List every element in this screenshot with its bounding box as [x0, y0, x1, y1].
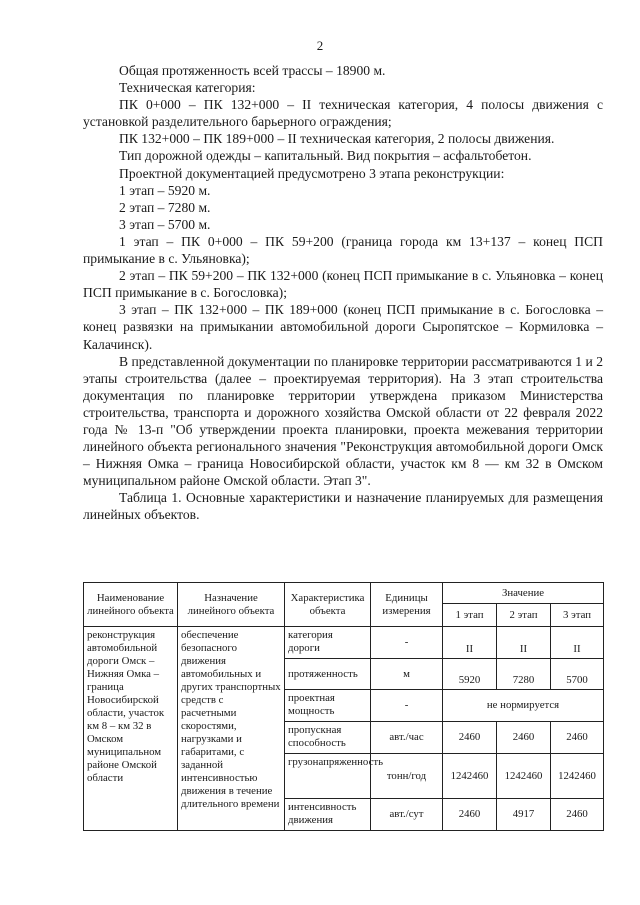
units-cell: авт./час — [371, 722, 443, 754]
paragraph-stage-2-length: 2 этап – 7280 м. — [119, 199, 211, 215]
value-stage-3-cell: II — [551, 627, 604, 659]
table-header-row — [84, 583, 604, 604]
characteristic-cell: проектная мощность — [285, 690, 371, 722]
units-cell: - — [371, 690, 443, 722]
object-purpose-cell: обеспечение безопасного движения автомобильных и других транспортных средств с расчетными скоростями, нагрузками и габаритами, с заданной интенсивностью движения в течение длительного времени — [178, 627, 285, 831]
document-body — [83, 62, 603, 524]
paragraph-category-section-2: ПК 132+000 – ПК 189+000 – II техническая категория, 2 полосы движения. — [119, 131, 555, 147]
paragraph-stage-3-length: 3 этап – 5700 м. — [119, 216, 211, 232]
paragraph-technical-category: Техническая категория: — [119, 80, 256, 96]
header-stage-1: 1 этап — [443, 604, 497, 627]
header-stage-2: 2 этап — [497, 604, 551, 627]
value-stage-2-cell: 1242460 — [497, 754, 551, 799]
value-stage-2-cell: II — [497, 627, 551, 659]
paragraph-stages-intro: Проектной документацией предусмотрено 3 этапа реконструкции: — [119, 165, 505, 181]
value-stage-3-cell: 2460 — [551, 799, 604, 831]
value-stage-3-cell: 1242460 — [551, 754, 604, 799]
characteristic-cell: грузонапряженность — [285, 754, 371, 799]
characteristic-cell: интенсивность движения — [285, 799, 371, 831]
value-merged-cell: не нормируется — [443, 690, 604, 722]
value-stage-1-cell: II — [443, 627, 497, 659]
paragraph-planning-documentation: В представленной документации по планировке территории рассматриваются 1 и 2 этапы строительства (далее – проектируемая территория). На 3 этап строительства документация по планировке территории утверждена приказом Министерства строительства, транспорта и дорожного хозяйства Омской области от 22 февраля 2022 года № 13-п "Об утверждении проекта планировки, проекта межевания территории линейного объекта регионального значения "Реконструкция автомобильной дороги Омск – Нижняя Омка – граница Новосибирской области, участок км 8 — км 32 в Омском муниципальном районе Омской области. Этап 3". — [83, 353, 603, 489]
paragraph-stage-1-range: 1 этап – ПК 0+000 – ПК 59+200 (граница города км 13+137 – конец ПСП примыкание в с. Ульяновка); — [83, 233, 603, 267]
value-stage-1-cell: 1242460 — [443, 754, 497, 799]
page-number: 2 — [316, 38, 324, 53]
value-stage-1-cell: 2460 — [443, 799, 497, 831]
table-row — [84, 627, 604, 659]
units-cell: тонн/год — [371, 754, 443, 799]
paragraph-stage-1-length: 1 этап – 5920 м. — [119, 182, 211, 198]
units-cell: м — [371, 659, 443, 690]
table-caption: Таблица 1. Основные характеристики и назначение планируемых для размещения линейных объектов. — [83, 490, 603, 523]
object-name-cell: реконструкция автомобильной дороги Омск – Нижняя Омка – граница Новосибирской области, участок км 8 – км 32 в Омском муниципальном районе Омской области — [84, 627, 178, 831]
paragraph-pavement-type: Тип дорожной одежды – капитальный. Вид покрытия – асфальтобетон. — [119, 148, 532, 164]
paragraph-total-length: Общая протяженность всей трассы – 18900 м. — [119, 63, 386, 78]
characteristics-table — [83, 582, 604, 831]
header-stage-3: 3 этап — [551, 604, 604, 627]
value-stage-3-cell: 5700 — [551, 659, 604, 690]
characteristic-cell: категория дороги — [285, 627, 371, 659]
header-purpose: Назначение линейного объекта — [178, 583, 285, 627]
units-cell: авт./сут — [371, 799, 443, 831]
paragraph-category-section-1: ПК 0+000 – ПК 132+000 – II техническая категория, 4 полосы движения с установкой разделительного барьерного ограждения; — [83, 97, 603, 130]
header-units: Единицы измерения — [371, 583, 443, 627]
header-name: Наименование линейного объекта — [84, 583, 178, 627]
header-characteristic: Характеристика объекта — [285, 583, 371, 627]
value-stage-2-cell: 4917 — [497, 799, 551, 831]
header-value: Значение — [443, 583, 604, 604]
units-cell: - — [371, 627, 443, 659]
value-stage-2-cell: 2460 — [497, 722, 551, 754]
value-stage-3-cell: 2460 — [551, 722, 604, 754]
paragraph-stage-3-range: 3 этап – ПК 132+000 – ПК 189+000 (конец ПСП примыкание в с. Богословка – конец развязки на примыкании автомобильной дороги Сыропятское – Кормиловка – Калачинск). — [83, 302, 603, 352]
paragraph-stage-2-range: 2 этап – ПК 59+200 – ПК 132+000 (конец ПСП примыкание в с. Ульяновка – конец ПСП примыкание в с. Богословка); — [83, 268, 603, 301]
value-stage-1-cell: 5920 — [443, 659, 497, 690]
value-stage-2-cell: 7280 — [497, 659, 551, 690]
characteristic-cell: пропускная способность — [285, 722, 371, 754]
value-stage-1-cell: 2460 — [443, 722, 497, 754]
characteristic-cell: протяженность — [285, 659, 371, 690]
